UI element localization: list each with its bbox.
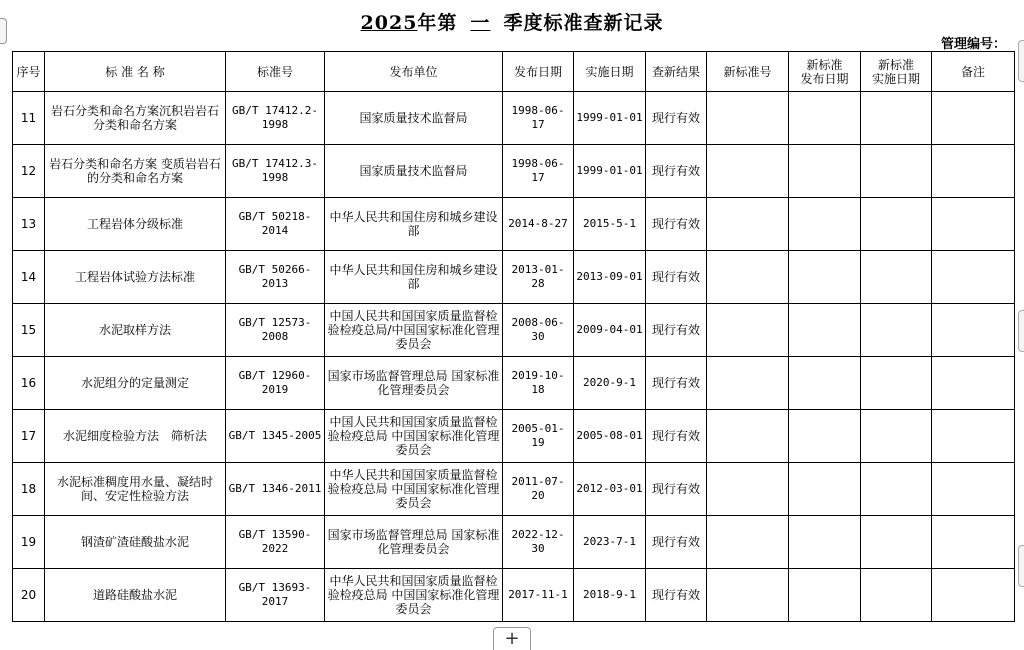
cell-new-impl[interactable] [861, 516, 932, 569]
cell-note[interactable] [932, 569, 1015, 622]
cell-new-impl[interactable] [861, 410, 932, 463]
cell-new-pub[interactable] [789, 463, 861, 516]
table-row [13, 145, 1015, 198]
table-row [13, 251, 1015, 304]
cell-std[interactable]: GB/T 13693-2017 [226, 569, 325, 622]
cell-std[interactable]: GB/T 13590-2022 [226, 516, 325, 569]
cell-std[interactable]: GB/T 1346-2011 [226, 463, 325, 516]
cell-new-pub[interactable] [789, 410, 861, 463]
cell-new-std[interactable] [707, 569, 789, 622]
title-suffix: 季度标准查新记录 [503, 12, 664, 34]
cell-note[interactable] [932, 516, 1015, 569]
cell-new-impl[interactable] [861, 251, 932, 304]
cell-new-impl[interactable] [861, 145, 932, 198]
cell-new-std[interactable] [707, 410, 789, 463]
cell-note[interactable] [932, 145, 1015, 198]
cell-new-std[interactable] [707, 516, 789, 569]
cell-impl[interactable]: 2012-03-01 [574, 463, 646, 516]
cell-no[interactable]: 16 [13, 357, 45, 410]
cell-new-std[interactable] [707, 304, 789, 357]
cell-name[interactable]: 水泥取样方法 [45, 304, 226, 357]
cell-new-pub[interactable] [789, 251, 861, 304]
cell-new-impl[interactable] [861, 92, 932, 145]
cell-name[interactable]: 道路硅酸盐水泥 [45, 569, 226, 622]
cell-std[interactable]: GB/T 1345-2005 [226, 410, 325, 463]
table-row [13, 304, 1015, 357]
add-sheet-button[interactable] [493, 627, 531, 650]
cell-impl[interactable]: 2005-08-01 [574, 410, 646, 463]
cell-result[interactable]: 现行有效 [646, 198, 707, 251]
cell-no[interactable]: 13 [13, 198, 45, 251]
cell-note[interactable] [932, 410, 1015, 463]
cell-impl[interactable]: 2020-9-1 [574, 357, 646, 410]
cell-result[interactable]: 现行有效 [646, 410, 707, 463]
cell-new-std[interactable] [707, 251, 789, 304]
cell-result[interactable]: 现行有效 [646, 357, 707, 410]
cell-new-std[interactable] [707, 145, 789, 198]
cell-new-impl[interactable] [861, 569, 932, 622]
cell-impl[interactable]: 1999-01-01 [574, 92, 646, 145]
header-row [13, 52, 1015, 92]
cell-impl[interactable]: 2023-7-1 [574, 516, 646, 569]
cell-new-pub[interactable] [789, 569, 861, 622]
cell-name[interactable]: 钢渣矿渣硅酸盐水泥 [45, 516, 226, 569]
title-quarter[interactable]: 一 [470, 12, 491, 34]
cell-impl[interactable]: 2013-09-01 [574, 251, 646, 304]
cell-impl[interactable]: 2009-04-01 [574, 304, 646, 357]
cell-note[interactable] [932, 251, 1015, 304]
header-col-new-std[interactable]: 新标准号 [707, 52, 789, 92]
table-row [13, 357, 1015, 410]
cell-result[interactable]: 现行有效 [646, 251, 707, 304]
cell-std[interactable]: GB/T 12573-2008 [226, 304, 325, 357]
cell-no[interactable]: 11 [13, 92, 45, 145]
cell-new-std[interactable] [707, 463, 789, 516]
cell-std[interactable]: GB/T 50218-2014 [226, 198, 325, 251]
cell-no[interactable]: 14 [13, 251, 45, 304]
cell-note[interactable] [932, 463, 1015, 516]
cell-org[interactable]: 国家质量技术监督局 [325, 92, 503, 145]
cell-name[interactable]: 水泥组分的定量测定 [45, 357, 226, 410]
cell-new-pub[interactable] [789, 198, 861, 251]
cell-pub[interactable]: 1998-06-17 [503, 145, 574, 198]
cell-note[interactable] [932, 198, 1015, 251]
cell-result[interactable]: 现行有效 [646, 145, 707, 198]
header-col-new-impl[interactable]: 新标准 实施日期 [861, 52, 932, 92]
table-row [13, 516, 1015, 569]
cell-pub[interactable]: 2013-01-28 [503, 251, 574, 304]
cell-pub[interactable]: 2019-10-18 [503, 357, 574, 410]
header-col-org[interactable]: 发布单位 [325, 52, 503, 92]
table-row [13, 92, 1015, 145]
cell-new-std[interactable] [707, 92, 789, 145]
table-row [13, 463, 1015, 516]
cell-pub[interactable]: 2008-06-30 [503, 304, 574, 357]
table-row [13, 198, 1015, 251]
cell-org[interactable]: 中华人民共和国住房和城乡建设部 [325, 198, 503, 251]
cell-pub[interactable]: 2022-12-30 [503, 516, 574, 569]
management-number-label: 管理编号： [940, 37, 1006, 52]
cell-note[interactable] [932, 304, 1015, 357]
cell-new-pub[interactable] [789, 516, 861, 569]
cell-std[interactable]: GB/T 12960-2019 [226, 357, 325, 410]
header-col-no[interactable]: 序号 [13, 52, 45, 92]
plus-icon: + [504, 628, 520, 649]
cell-name[interactable]: 水泥标准稠度用水量、凝结时间、安定性检验方法 [45, 463, 226, 516]
standards-table [12, 51, 1015, 622]
cell-note[interactable] [932, 357, 1015, 410]
table-row [13, 410, 1015, 463]
cell-new-pub[interactable] [789, 92, 861, 145]
header-col-result[interactable]: 查新结果 [646, 52, 707, 92]
document-title [0, 8, 1024, 35]
cell-new-pub[interactable] [789, 145, 861, 198]
table-row [13, 569, 1015, 622]
cell-result[interactable]: 现行有效 [646, 92, 707, 145]
header-col-new-pub[interactable]: 新标准 发布日期 [789, 52, 861, 92]
cell-no[interactable]: 15 [13, 304, 45, 357]
header-col-std[interactable]: 标准号 [226, 52, 325, 92]
cell-new-std[interactable] [707, 357, 789, 410]
cell-note[interactable] [932, 92, 1015, 145]
header-col-name[interactable]: 标 准 名 称 [45, 52, 226, 92]
cell-impl[interactable]: 2015-5-1 [574, 198, 646, 251]
cell-std[interactable]: GB/T 50266-2013 [226, 251, 325, 304]
cell-new-impl[interactable] [861, 463, 932, 516]
cell-no[interactable]: 17 [13, 410, 45, 463]
cell-no[interactable]: 20 [13, 569, 45, 622]
cell-no[interactable]: 18 [13, 463, 45, 516]
title-year: 2025 [360, 12, 418, 34]
right-scroll-tab-middle[interactable] [1018, 310, 1024, 352]
cell-org[interactable]: 中国人民共和国国家质量监督检验检疫总局/中国国家标准化管理委员会 [325, 304, 503, 357]
cell-new-impl[interactable] [861, 304, 932, 357]
cell-org[interactable]: 中华人民共和国住房和城乡建设部 [325, 251, 503, 304]
header-col-pub[interactable]: 发布日期 [503, 52, 574, 92]
cell-name[interactable]: 水泥细度检验方法 筛析法 [45, 410, 226, 463]
cell-name[interactable]: 岩石分类和命名方案 变质岩岩石的分类和命名方案 [45, 145, 226, 198]
cell-org[interactable]: 国家市场监督管理总局 国家标准化管理委员会 [325, 357, 503, 410]
table-body [13, 92, 1015, 622]
cell-name[interactable]: 工程岩体试验方法标准 [45, 251, 226, 304]
cell-pub[interactable]: 2005-01-19 [503, 410, 574, 463]
header-col-impl[interactable]: 实施日期 [574, 52, 646, 92]
cell-new-std[interactable] [707, 198, 789, 251]
cell-std[interactable]: GB/T 17412.2-1998 [226, 92, 325, 145]
cell-impl[interactable]: 2018-9-1 [574, 569, 646, 622]
cell-new-impl[interactable] [861, 198, 932, 251]
cell-name[interactable]: 工程岩体分级标准 [45, 198, 226, 251]
title-prefix: 年第 [417, 12, 458, 34]
cell-result[interactable]: 现行有效 [646, 569, 707, 622]
header-col-note[interactable]: 备注 [932, 52, 1015, 92]
cell-pub[interactable]: 2014-8-27 [503, 198, 574, 251]
cell-org[interactable]: 国家市场监督管理总局 国家标准化管理委员会 [325, 516, 503, 569]
cell-no[interactable]: 19 [13, 516, 45, 569]
cell-name[interactable]: 岩石分类和命名方案沉积岩岩石分类和命名方案 [45, 92, 226, 145]
cell-new-pub[interactable] [789, 357, 861, 410]
cell-org[interactable]: 中华人民共和国国家质量监督检验检疫总局 中国国家标准化管理委员会 [325, 463, 503, 516]
cell-new-impl[interactable] [861, 357, 932, 410]
cell-impl[interactable]: 1999-01-01 [574, 145, 646, 198]
cell-std[interactable]: GB/T 17412.3-1998 [226, 145, 325, 198]
cell-pub[interactable]: 2017-11-1 [503, 569, 574, 622]
cell-no[interactable]: 12 [13, 145, 45, 198]
right-scroll-tab-top[interactable] [1018, 40, 1024, 82]
cell-result[interactable]: 现行有效 [646, 463, 707, 516]
cell-org[interactable]: 中华人民共和国国家质量监督检验检疫总局 中国国家标准化管理委员会 [325, 569, 503, 622]
cell-new-pub[interactable] [789, 304, 861, 357]
cell-result[interactable]: 现行有效 [646, 516, 707, 569]
right-scroll-tab-bottom[interactable] [1018, 545, 1024, 587]
cell-pub[interactable]: 2011-07-20 [503, 463, 574, 516]
cell-pub[interactable]: 1998-06-17 [503, 92, 574, 145]
cell-org[interactable]: 中国人民共和国国家质量监督检验检疫总局 中国国家标准化管理委员会 [325, 410, 503, 463]
cell-result[interactable]: 现行有效 [646, 304, 707, 357]
cell-org[interactable]: 国家质量技术监督局 [325, 145, 503, 198]
